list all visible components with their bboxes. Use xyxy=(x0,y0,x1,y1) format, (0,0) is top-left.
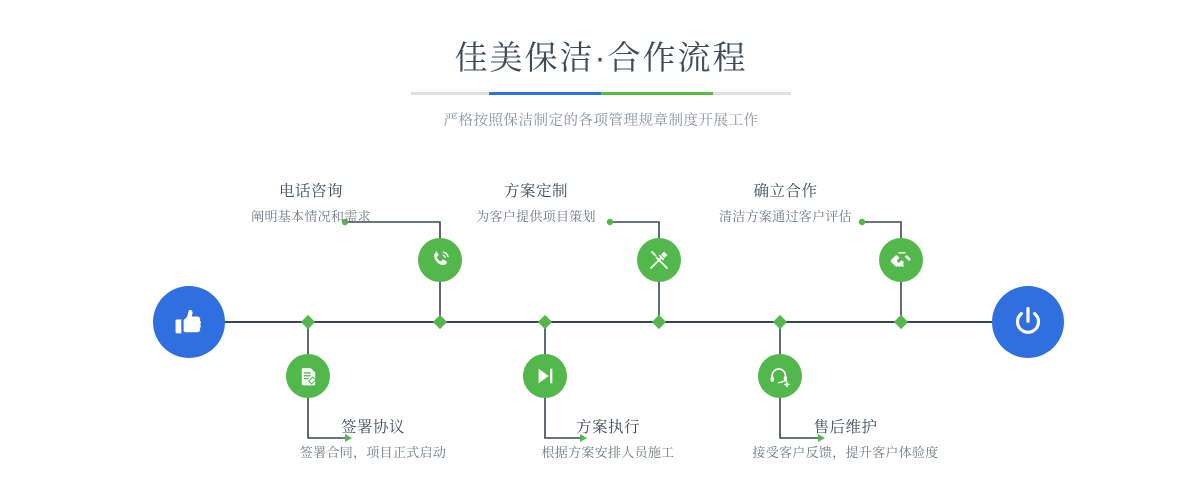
flow-start-node xyxy=(153,286,225,358)
step-node-5 xyxy=(879,238,923,282)
process-flow-diagram xyxy=(0,150,1202,502)
step-label-4: 方案执行 根据方案安排人员施工 xyxy=(541,419,675,461)
flow-end-node xyxy=(992,286,1064,358)
phone-call-icon xyxy=(428,248,452,272)
thumbs-up-icon xyxy=(172,305,206,339)
headset-support-icon xyxy=(768,364,792,388)
document-edit-icon xyxy=(297,365,320,388)
step-node-3 xyxy=(637,238,681,282)
step-node-4 xyxy=(523,354,567,398)
power-icon xyxy=(1010,304,1046,340)
title-divider xyxy=(411,92,791,95)
divider-segment-blue xyxy=(489,92,601,95)
page-title: 佳美保洁·合作流程 xyxy=(454,39,748,76)
step-label-2: 签署协议 签署合同，项目正式启动 xyxy=(299,419,447,461)
handshake-icon xyxy=(889,248,914,273)
step-label-3: 方案定制 为客户提供项目策划 xyxy=(476,183,596,225)
step-label-6: 售后维护 接受客户反馈，提升客户体验度 xyxy=(752,419,939,461)
pencil-ruler-icon xyxy=(647,248,671,272)
page-header xyxy=(0,0,1202,150)
page-subtitle: 严格按照保洁制定的各项管理规章制度开展工作 xyxy=(443,112,759,129)
step-label-1: 电话咨询 阐明基本情况和需求 xyxy=(251,183,371,225)
step-node-6 xyxy=(758,354,802,398)
play-next-icon xyxy=(534,365,556,387)
step-node-1 xyxy=(418,238,462,282)
divider-segment-green xyxy=(601,92,713,95)
step-label-5: 确立合作 清洁方案通过客户评估 xyxy=(718,183,852,225)
step-node-2 xyxy=(286,354,330,398)
